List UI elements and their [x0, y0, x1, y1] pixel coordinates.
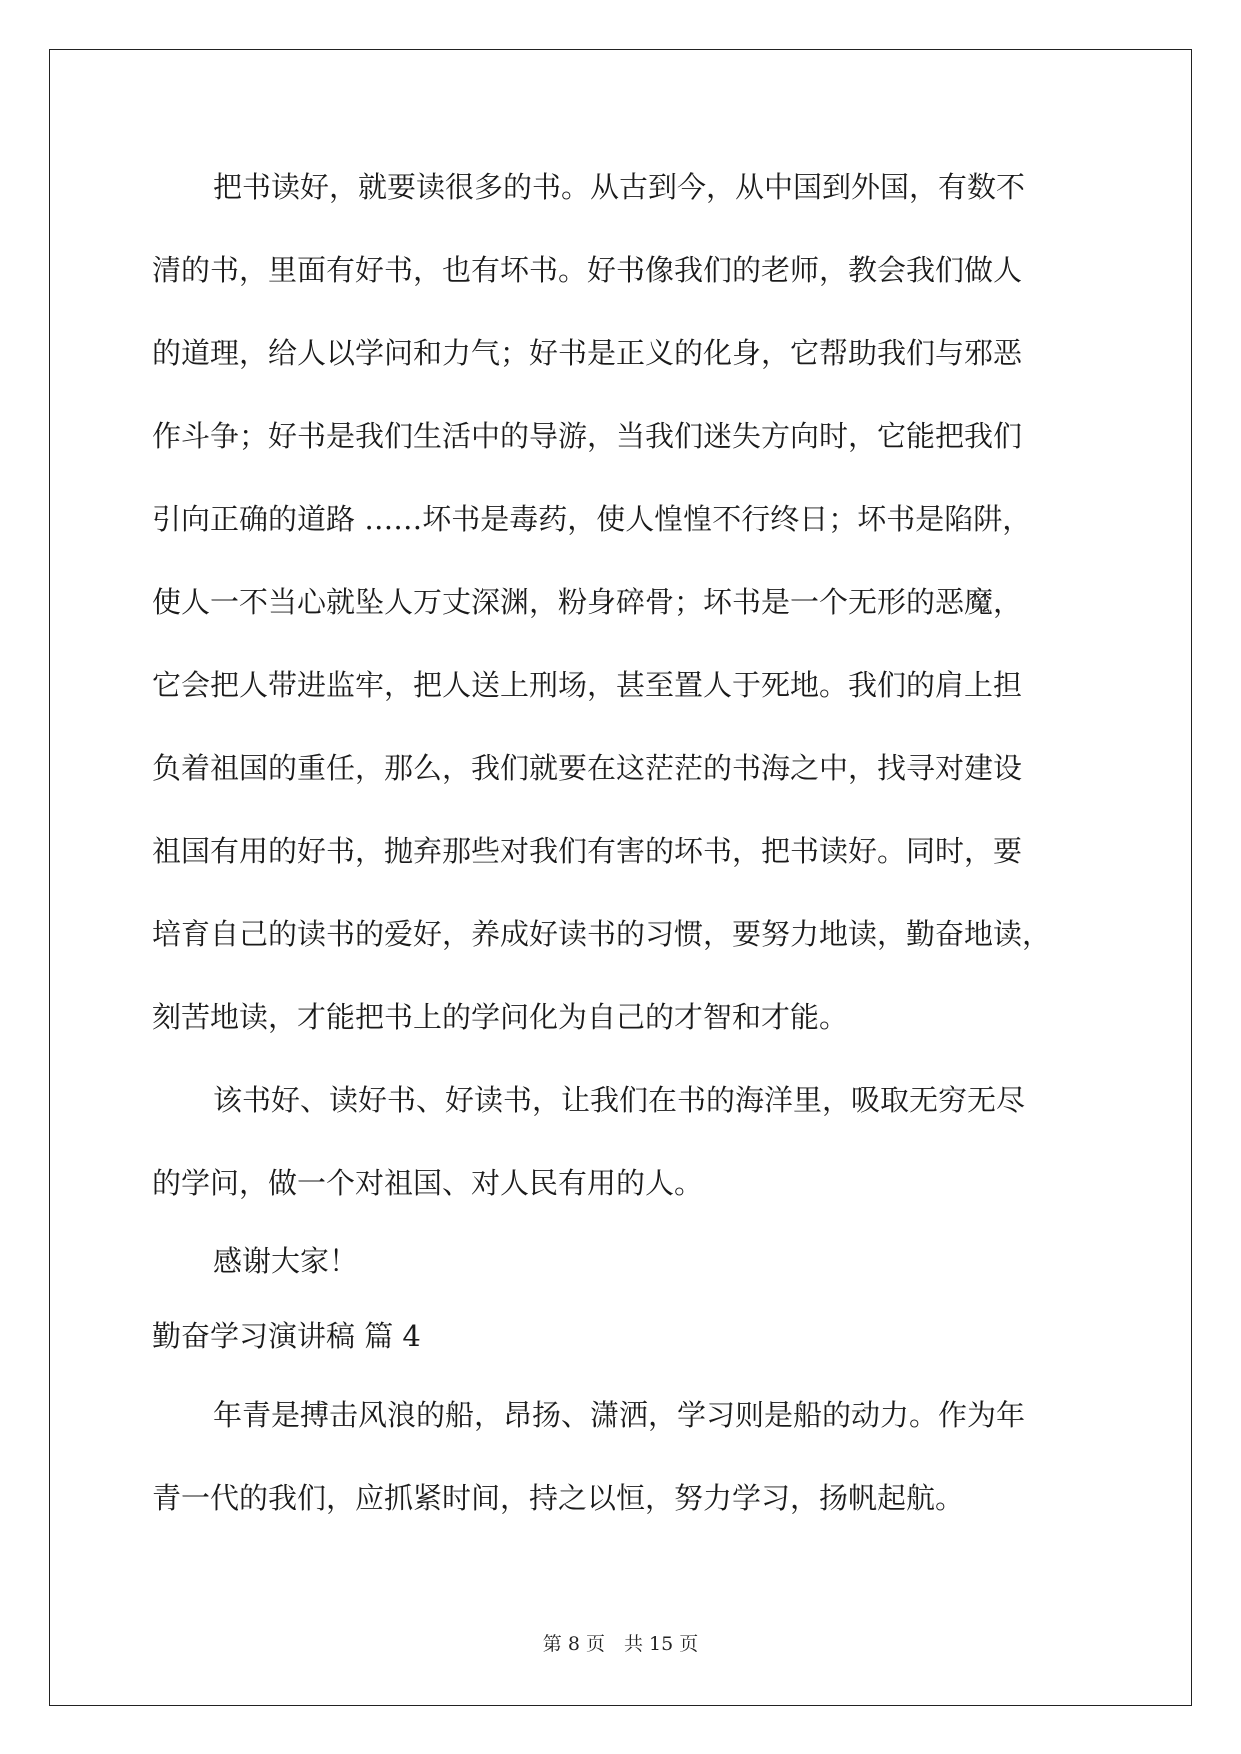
paragraph-line [0, 1479, 1241, 1517]
line-text: 感谢大家！ [213, 1244, 359, 1278]
line-text: 的道理，给人以学问和力气；好书是正义的化身，它帮助我们与邪恶 [152, 336, 1023, 370]
section-heading [0, 1317, 1241, 1355]
paragraph-line [0, 251, 1241, 289]
paragraph-line [0, 1396, 1241, 1434]
line-text: 引向正确的道路 ……坏书是毒药，使人惶惶不行终日；坏书是陷阱， [152, 502, 1032, 536]
line-text: 祖国有用的好书，抛弃那些对我们有害的坏书，把书读好。同时，要 [152, 834, 1023, 868]
line-text: 年青是搏击风浪的船，昂扬、潇洒，学习则是船的动力。作为年 [213, 1398, 1026, 1432]
line-text: 负着祖国的重任，那么，我们就要在这茫茫的书海之中，找寻对建设 [152, 751, 1023, 785]
line-text: 清的书，里面有好书，也有坏书。好书像我们的老师，教会我们做人 [152, 253, 1023, 287]
page-border [49, 49, 1192, 1706]
line-text: 青一代的我们，应抓紧时间，持之以恒，努力学习，扬帆起航。 [152, 1481, 965, 1515]
line-text: 培育自己的读书的爱好，养成好读书的习惯，要努力地读，勤奋地读， [152, 917, 1052, 951]
line-text: 把书读好，就要读很多的书。从古到今，从中国到外国，有数不 [213, 170, 1026, 204]
paragraph-line [0, 500, 1241, 538]
heading-text: 勤奋学习演讲稿 篇 4 [152, 1319, 421, 1353]
line-text: 它会把人带进监牢，把人送上刑场，甚至置人于死地。我们的肩上担 [152, 668, 1023, 702]
paragraph-line [0, 1081, 1241, 1119]
paragraph-line [0, 832, 1241, 870]
paragraph-line [0, 666, 1241, 704]
line-text: 该书好、读好书、好读书，让我们在书的海洋里，吸取无穷无尽 [213, 1083, 1026, 1117]
page-number-footer: 第 8 页 共 15 页 [542, 1633, 699, 1655]
paragraph-line [0, 168, 1241, 206]
line-text: 使人一不当心就坠人万丈深渊，粉身碎骨；坏书是一个无形的恶魔， [152, 585, 1023, 619]
paragraph-line [0, 417, 1241, 455]
line-text: 作斗争；好书是我们生活中的导游，当我们迷失方向时，它能把我们 [152, 419, 1023, 453]
closing-line [0, 1242, 1241, 1280]
paragraph-line [0, 915, 1241, 953]
paragraph-line [0, 749, 1241, 787]
paragraph-line [0, 583, 1241, 621]
paragraph-line [0, 334, 1241, 372]
paragraph-line [0, 998, 1241, 1036]
line-text: 刻苦地读，才能把书上的学问化为自己的才智和才能。 [152, 1000, 849, 1034]
line-text: 的学问，做一个对祖国、对人民有用的人。 [152, 1166, 704, 1200]
paragraph-line [0, 1164, 1241, 1202]
